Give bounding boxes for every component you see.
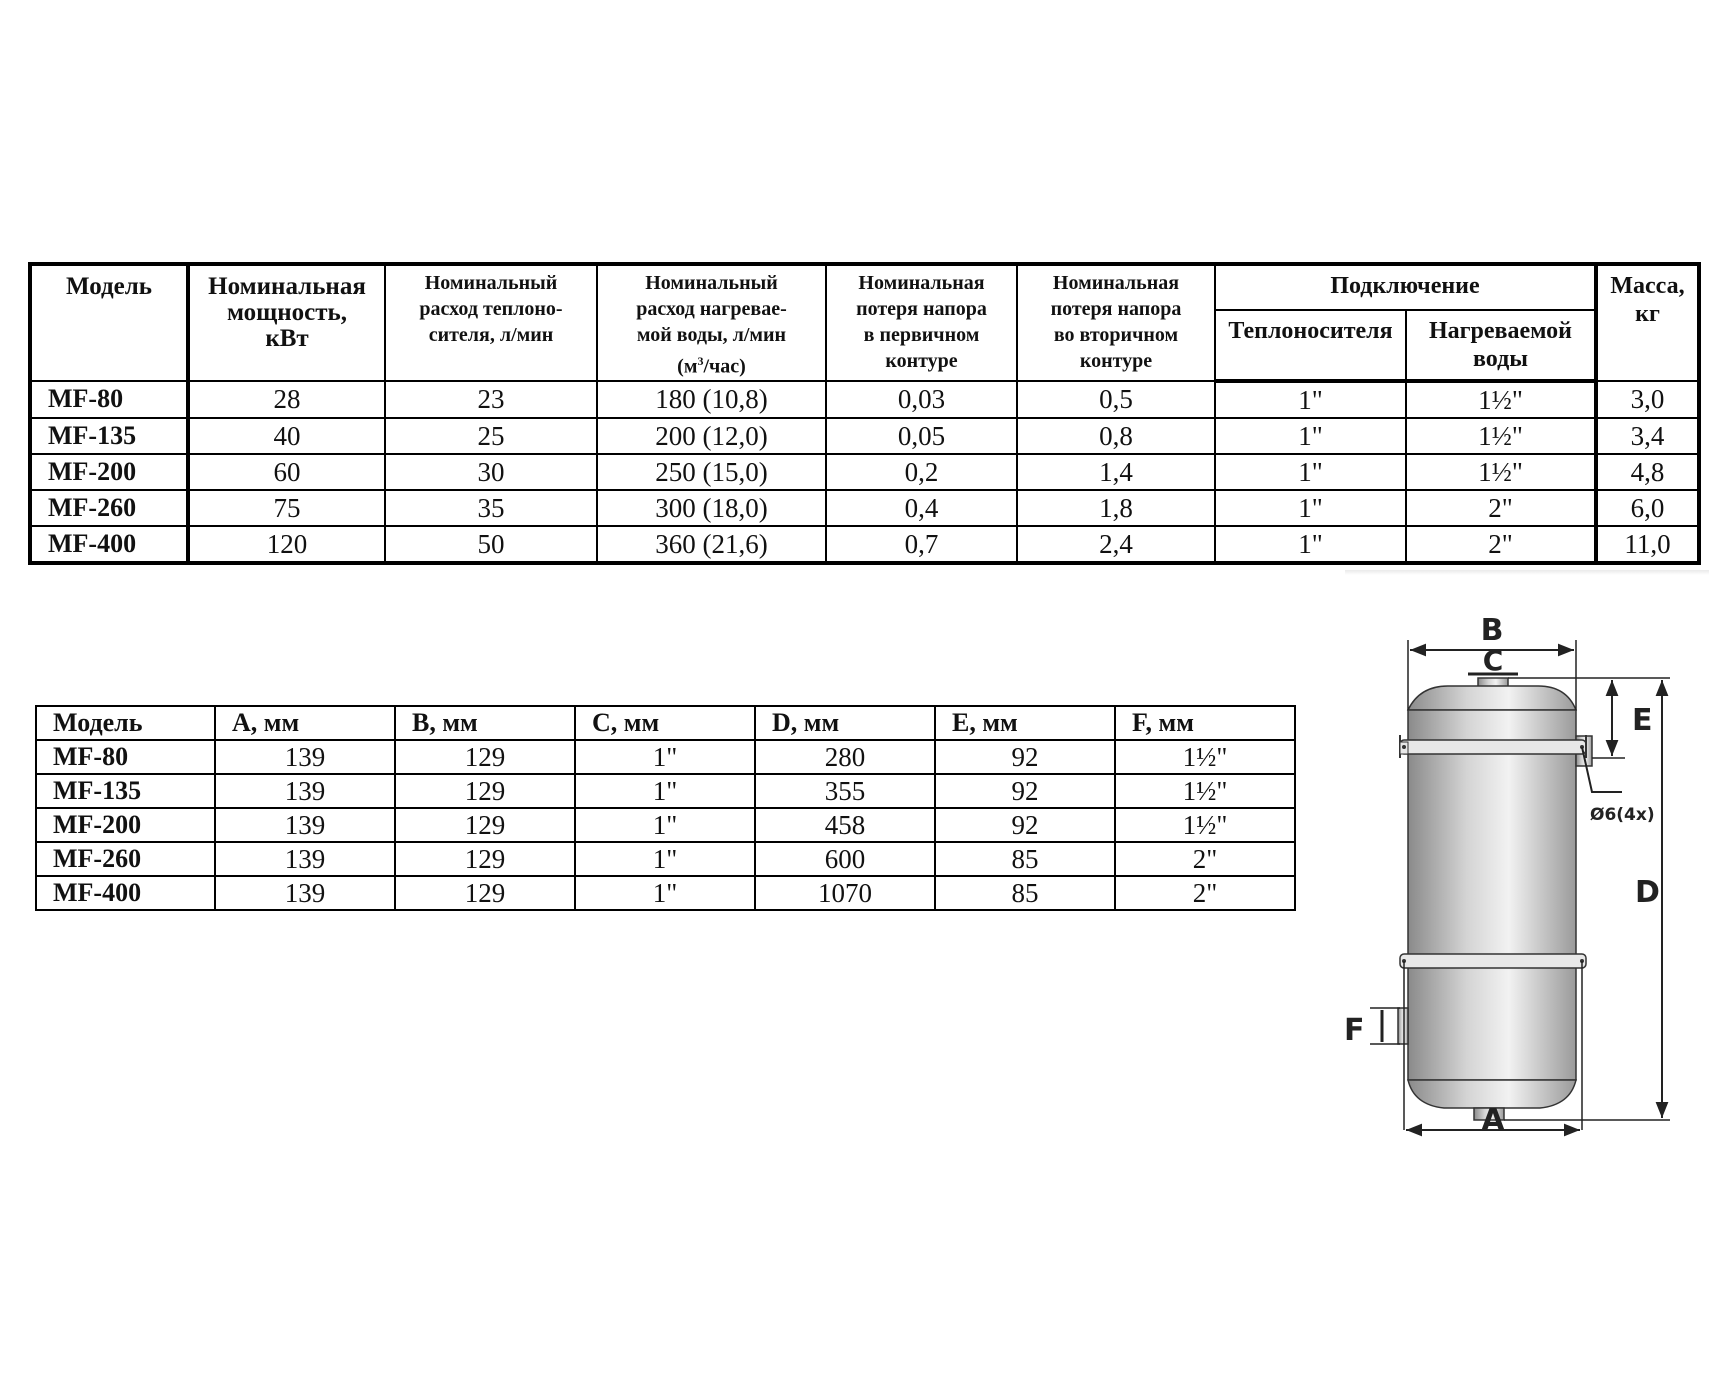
dimension-label-a: A bbox=[1481, 1103, 1505, 1138]
cell-primary-flow: 50 bbox=[385, 526, 597, 563]
cell-model: MF-260 bbox=[36, 842, 215, 876]
header-mass: Масса, кг bbox=[1596, 264, 1699, 381]
cell-primary-loss: 0,2 bbox=[826, 454, 1017, 490]
header-connection-primary: Теплоносителя bbox=[1215, 310, 1406, 381]
cell-dimension: 129 bbox=[395, 774, 575, 808]
cell-dimension: 1" bbox=[575, 740, 755, 774]
cell-dimension: 139 bbox=[215, 842, 395, 876]
cell-dimension: 139 bbox=[215, 876, 395, 910]
header-power: Номинальная мощность, кВт bbox=[188, 264, 385, 381]
cell-dimension: 458 bbox=[755, 808, 935, 842]
cell-power: 75 bbox=[188, 490, 385, 526]
cell-secondary-flow: 300 (18,0) bbox=[597, 490, 826, 526]
cell-dimension: 2" bbox=[1115, 876, 1295, 910]
dimension-header: F, мм bbox=[1115, 706, 1295, 740]
cell-secondary-loss: 0,8 bbox=[1017, 418, 1215, 454]
dimension-label-c: C bbox=[1482, 644, 1504, 677]
cell-conn-secondary: 1½" bbox=[1406, 454, 1596, 490]
table-row bbox=[30, 490, 1699, 526]
dimension-label-d: D bbox=[1635, 875, 1660, 910]
lower-bracket bbox=[1400, 954, 1586, 968]
dimension-header: C, мм bbox=[575, 706, 755, 740]
cell-model: MF-80 bbox=[30, 381, 188, 418]
cell-dimension: 92 bbox=[935, 808, 1115, 842]
cell-model: MF-80 bbox=[36, 740, 215, 774]
cell-power: 40 bbox=[188, 418, 385, 454]
dimension-label-f: F bbox=[1344, 1013, 1365, 1048]
cell-primary-loss: 0,7 bbox=[826, 526, 1017, 563]
cell-dimension: 1½" bbox=[1115, 740, 1295, 774]
side-nozzle-lower bbox=[1398, 1008, 1408, 1044]
header-connection-secondary: Нагреваемой воды bbox=[1406, 310, 1596, 381]
cell-model: MF-200 bbox=[36, 808, 215, 842]
cell-primary-flow: 23 bbox=[385, 381, 597, 418]
cell-dimension: 92 bbox=[935, 740, 1115, 774]
cell-model: MF-135 bbox=[30, 418, 188, 454]
table-row bbox=[36, 808, 1295, 842]
cell-secondary-flow: 250 (15,0) bbox=[597, 454, 826, 490]
cell-primary-loss: 0,03 bbox=[826, 381, 1017, 418]
cell-mass: 4,8 bbox=[1596, 454, 1699, 490]
cell-dimension: 280 bbox=[755, 740, 935, 774]
spec-table bbox=[28, 262, 1701, 565]
cell-power: 120 bbox=[188, 526, 385, 563]
cell-mass: 3,4 bbox=[1596, 418, 1699, 454]
cell-dimension: 129 bbox=[395, 808, 575, 842]
cell-dimension: 85 bbox=[935, 842, 1115, 876]
cell-dimension: 600 bbox=[755, 842, 935, 876]
cell-dimension: 139 bbox=[215, 808, 395, 842]
cell-dimension: 1" bbox=[575, 808, 755, 842]
cell-dimension: 85 bbox=[935, 876, 1115, 910]
cell-conn-secondary: 1½" bbox=[1406, 381, 1596, 418]
cell-conn-primary: 1" bbox=[1215, 526, 1406, 563]
cell-dimension: 129 bbox=[395, 740, 575, 774]
upper-bracket bbox=[1400, 740, 1586, 754]
cell-primary-flow: 30 bbox=[385, 454, 597, 490]
cell-conn-secondary: 1½" bbox=[1406, 418, 1596, 454]
cell-dimension: 1070 bbox=[755, 876, 935, 910]
cell-model: MF-135 bbox=[36, 774, 215, 808]
cell-mass: 6,0 bbox=[1596, 490, 1699, 526]
cell-conn-secondary: 2" bbox=[1406, 526, 1596, 563]
cell-primary-flow: 35 bbox=[385, 490, 597, 526]
hole-callout-label: Ø6(4x) bbox=[1590, 805, 1655, 825]
cell-model: MF-400 bbox=[30, 526, 188, 563]
cell-dimension: 355 bbox=[755, 774, 935, 808]
cylinder-body bbox=[1408, 710, 1576, 1080]
cell-conn-primary: 1" bbox=[1215, 454, 1406, 490]
cell-secondary-flow: 200 (12,0) bbox=[597, 418, 826, 454]
cell-secondary-flow: 360 (21,6) bbox=[597, 526, 826, 563]
cell-secondary-flow: 180 (10,8) bbox=[597, 381, 826, 418]
dimension-header: Модель bbox=[36, 706, 215, 740]
cell-conn-secondary: 2" bbox=[1406, 490, 1596, 526]
cell-secondary-loss: 1,4 bbox=[1017, 454, 1215, 490]
header-model: Модель bbox=[30, 264, 188, 381]
cell-dimension: 1" bbox=[575, 876, 755, 910]
cell-conn-primary: 1" bbox=[1215, 381, 1406, 418]
dimension-label-e: E bbox=[1632, 703, 1653, 738]
cell-conn-primary: 1" bbox=[1215, 418, 1406, 454]
cell-dimension: 92 bbox=[935, 774, 1115, 808]
cell-secondary-loss: 0,5 bbox=[1017, 381, 1215, 418]
dimension-header: A, мм bbox=[215, 706, 395, 740]
cell-dimension: 139 bbox=[215, 774, 395, 808]
header-connection: Подключение bbox=[1215, 264, 1596, 310]
cell-model: MF-260 bbox=[30, 490, 188, 526]
cell-power: 60 bbox=[188, 454, 385, 490]
table-row bbox=[36, 740, 1295, 774]
cell-dimension: 1" bbox=[575, 774, 755, 808]
dimension-table bbox=[35, 705, 1296, 911]
cell-mass: 3,0 bbox=[1596, 381, 1699, 418]
cell-model: MF-200 bbox=[30, 454, 188, 490]
cell-secondary-loss: 1,8 bbox=[1017, 490, 1215, 526]
cell-mass: 11,0 bbox=[1596, 526, 1699, 563]
cell-conn-primary: 1" bbox=[1215, 490, 1406, 526]
cell-power: 28 bbox=[188, 381, 385, 418]
table-row bbox=[30, 418, 1699, 454]
cell-primary-flow: 25 bbox=[385, 418, 597, 454]
table-row bbox=[30, 526, 1699, 563]
dimension-header: D, мм bbox=[755, 706, 935, 740]
cell-dimension: 2" bbox=[1115, 842, 1295, 876]
heat-exchanger-diagram bbox=[1340, 570, 1710, 1230]
dimension-header: E, мм bbox=[935, 706, 1115, 740]
top-cap bbox=[1408, 686, 1576, 710]
table-row bbox=[30, 454, 1699, 490]
header-secondary-loss: Номинальная потеря напора во вторичном контуре bbox=[1017, 264, 1215, 381]
cell-dimension: 1½" bbox=[1115, 774, 1295, 808]
cell-dimension: 129 bbox=[395, 876, 575, 910]
cell-secondary-loss: 2,4 bbox=[1017, 526, 1215, 563]
dimension-header: B, мм bbox=[395, 706, 575, 740]
header-secondary-flow: Номинальный расход нагревае- мой воды, л/мин $(м^3/час)$ bbox=[597, 264, 826, 381]
header-primary-flow: Номинальный расход теплоно- сителя, л/мин bbox=[385, 264, 597, 381]
header-primary-loss: Номинальная потеря напора в первичном контуре bbox=[826, 264, 1017, 381]
cell-primary-loss: 0,05 bbox=[826, 418, 1017, 454]
cell-dimension: 1" bbox=[575, 842, 755, 876]
dimension-label-b: B bbox=[1480, 613, 1504, 648]
cell-dimension: 139 bbox=[215, 740, 395, 774]
table-row bbox=[36, 876, 1295, 910]
cell-primary-loss: 0,4 bbox=[826, 490, 1017, 526]
cell-dimension: 129 bbox=[395, 842, 575, 876]
cell-model: MF-400 bbox=[36, 876, 215, 910]
table-row bbox=[30, 381, 1699, 418]
cell-dimension: 1½" bbox=[1115, 808, 1295, 842]
table-row bbox=[36, 774, 1295, 808]
table-row bbox=[36, 842, 1295, 876]
